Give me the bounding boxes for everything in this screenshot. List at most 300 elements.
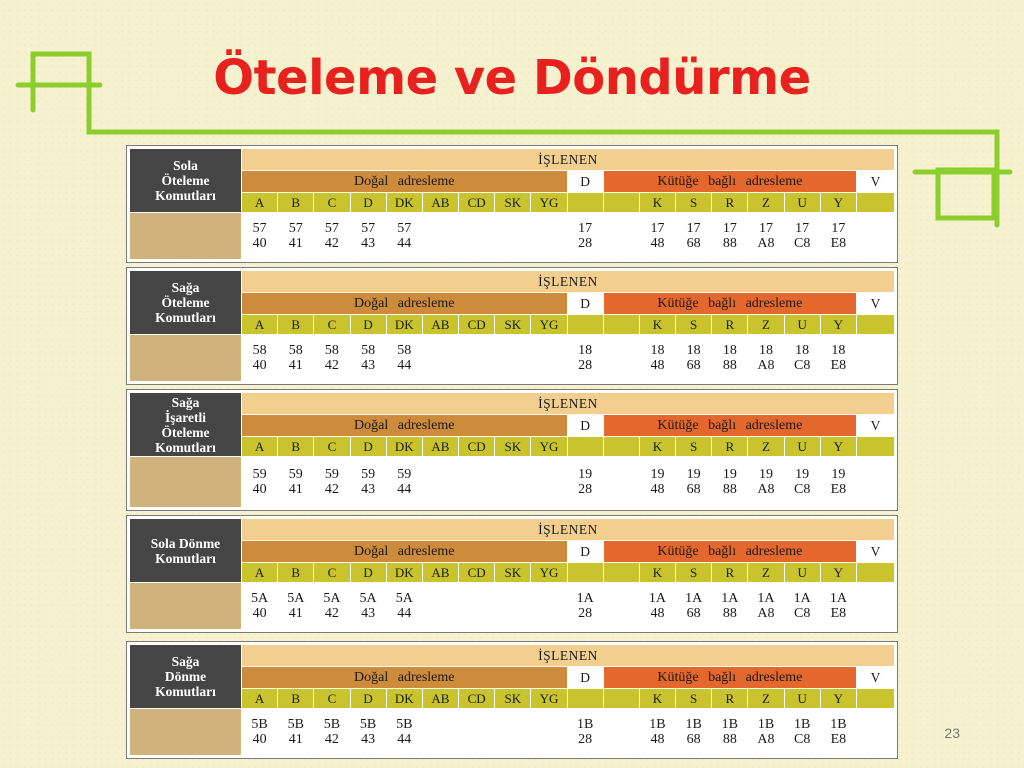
operand-header: İŞLENEN bbox=[242, 645, 895, 667]
opcode-byte: 40 bbox=[252, 732, 267, 747]
direct-header: D bbox=[567, 541, 603, 563]
register-label: Y bbox=[820, 315, 856, 335]
opcode-byte: 88 bbox=[722, 358, 737, 373]
opcode-cell-empty bbox=[603, 213, 639, 260]
operand-header: İŞLENEN bbox=[242, 149, 895, 171]
opcode-cell bbox=[820, 457, 856, 508]
opcode-byte: 42 bbox=[324, 606, 339, 621]
opcode-byte: 43 bbox=[361, 606, 376, 621]
opcode-cell bbox=[314, 709, 350, 756]
opcode-byte: 19 bbox=[758, 467, 773, 482]
opcode-byte: 1A bbox=[757, 591, 775, 606]
opcode-byte: 1B bbox=[576, 717, 594, 732]
register-label-empty bbox=[857, 193, 895, 213]
opcode-cell-empty bbox=[857, 709, 895, 756]
opcode-cell bbox=[748, 709, 784, 756]
opcode-byte: E8 bbox=[830, 358, 847, 373]
register-label: YG bbox=[531, 689, 567, 709]
opcode-byte: C8 bbox=[793, 606, 811, 621]
opcode-byte: 5B bbox=[323, 717, 341, 732]
register-label: K bbox=[639, 315, 675, 335]
operand-header: İŞLENEN bbox=[242, 519, 895, 541]
register-label: Y bbox=[820, 563, 856, 583]
command-title bbox=[130, 149, 242, 213]
opcode-cell-empty bbox=[531, 709, 567, 756]
opcode-byte: 58 bbox=[361, 343, 376, 358]
opcode-byte: C8 bbox=[793, 236, 811, 251]
opcode-byte: 42 bbox=[324, 236, 339, 251]
opcode-cell bbox=[350, 709, 386, 756]
opcode-byte: 68 bbox=[686, 236, 701, 251]
register-label-empty bbox=[567, 437, 603, 457]
opcode-byte: 19 bbox=[795, 467, 810, 482]
instruction-table bbox=[126, 267, 898, 385]
opcode-cell bbox=[567, 213, 603, 260]
register-label-empty bbox=[567, 563, 603, 583]
opcode-byte: 57 bbox=[324, 221, 339, 236]
opcode-byte: 57 bbox=[397, 221, 412, 236]
opcode-byte: 1A bbox=[576, 591, 594, 606]
opcode-byte: 5B bbox=[359, 717, 377, 732]
register-label: D bbox=[350, 315, 386, 335]
register-label: DK bbox=[386, 689, 422, 709]
opcode-cell bbox=[242, 583, 278, 630]
opcode-byte: 44 bbox=[397, 236, 412, 251]
opcode-byte: 28 bbox=[578, 236, 593, 251]
opcode-cell-empty bbox=[459, 335, 495, 382]
direct-header: D bbox=[567, 293, 603, 315]
opcode-cell bbox=[242, 213, 278, 260]
opcode-cell bbox=[350, 213, 386, 260]
opcode-byte: 88 bbox=[722, 606, 737, 621]
opcode-byte: 42 bbox=[324, 358, 339, 373]
opcode-cell bbox=[639, 335, 675, 382]
register-label: Z bbox=[748, 563, 784, 583]
register-label: R bbox=[712, 315, 748, 335]
operand-header: İŞLENEN bbox=[242, 393, 895, 415]
opcode-byte: 48 bbox=[650, 732, 665, 747]
opcode-cell bbox=[784, 213, 820, 260]
register-label: AB bbox=[422, 437, 458, 457]
register-label: Z bbox=[748, 437, 784, 457]
opcode-cell-empty bbox=[459, 457, 495, 508]
opcode-cell-empty bbox=[495, 457, 531, 508]
opcode-byte: 19 bbox=[650, 467, 665, 482]
opcode-byte: 44 bbox=[397, 482, 412, 497]
register-label: SK bbox=[495, 193, 531, 213]
register-label: D bbox=[350, 689, 386, 709]
opcode-byte: 48 bbox=[650, 482, 665, 497]
register-label: D bbox=[350, 437, 386, 457]
natural-addressing-header: Doğal adresleme bbox=[242, 171, 568, 193]
opcode-byte: 41 bbox=[288, 606, 303, 621]
opcode-byte: 28 bbox=[578, 606, 593, 621]
opcode-byte: 5A bbox=[359, 591, 377, 606]
opcode-byte: 59 bbox=[397, 467, 412, 482]
v-header: V bbox=[857, 415, 895, 437]
opcode-byte: 42 bbox=[324, 482, 339, 497]
opcode-cell bbox=[242, 457, 278, 508]
register-label: CD bbox=[459, 315, 495, 335]
instruction-table bbox=[126, 515, 898, 633]
register-label: S bbox=[676, 563, 712, 583]
register-label: S bbox=[676, 437, 712, 457]
opcode-cell-empty bbox=[459, 709, 495, 756]
opcode-byte: 18 bbox=[831, 343, 846, 358]
register-label: A bbox=[242, 563, 278, 583]
opcode-byte: 1B bbox=[721, 717, 738, 732]
opcode-byte: 5B bbox=[287, 717, 304, 732]
opcode-cell bbox=[784, 583, 820, 630]
opcode-cell bbox=[314, 213, 350, 260]
register-label: C bbox=[314, 193, 350, 213]
command-title-line: Öteleme bbox=[161, 295, 210, 310]
opcode-byte: 58 bbox=[252, 343, 267, 358]
opcode-byte: 17 bbox=[650, 221, 665, 236]
opcode-cell bbox=[314, 335, 350, 382]
opcode-byte: E8 bbox=[830, 606, 847, 621]
command-title-line: Sağa bbox=[171, 654, 200, 669]
opcode-byte: C8 bbox=[793, 482, 811, 497]
opcode-byte: 88 bbox=[722, 236, 737, 251]
register-label: AB bbox=[422, 563, 458, 583]
register-label-empty bbox=[567, 315, 603, 335]
register-relative-header: Kütüğe bağlı adresleme bbox=[603, 293, 856, 315]
command-title-line: Sola bbox=[173, 158, 198, 173]
register-label: DK bbox=[386, 437, 422, 457]
direct-header: D bbox=[567, 415, 603, 437]
opcode-byte: 28 bbox=[578, 358, 593, 373]
opcode-byte: 41 bbox=[288, 358, 303, 373]
register-label: YG bbox=[531, 563, 567, 583]
opcode-byte: 18 bbox=[795, 343, 810, 358]
opcode-cell bbox=[386, 583, 422, 630]
register-label: Z bbox=[748, 315, 784, 335]
command-blank bbox=[130, 709, 242, 756]
v-header: V bbox=[857, 541, 895, 563]
opcode-byte: 1B bbox=[649, 717, 666, 732]
opcode-cell-empty bbox=[459, 583, 495, 630]
opcode-cell bbox=[242, 335, 278, 382]
register-label-empty bbox=[857, 563, 895, 583]
opcode-cell bbox=[712, 457, 748, 508]
register-label-empty bbox=[603, 563, 639, 583]
command-title-line: Sola Dönme bbox=[150, 535, 221, 551]
register-label: S bbox=[676, 689, 712, 709]
opcode-byte: 43 bbox=[361, 236, 376, 251]
register-label-empty bbox=[857, 437, 895, 457]
opcode-byte: 40 bbox=[252, 236, 267, 251]
register-label: YG bbox=[531, 193, 567, 213]
opcode-byte: 19 bbox=[831, 467, 846, 482]
opcode-byte: 18 bbox=[722, 343, 737, 358]
opcode-byte: 5A bbox=[287, 591, 305, 606]
register-label: DK bbox=[386, 563, 422, 583]
register-label: K bbox=[639, 563, 675, 583]
opcode-cell-empty bbox=[495, 583, 531, 630]
command-title bbox=[130, 393, 242, 457]
opcode-cell bbox=[567, 457, 603, 508]
opcode-cell-empty bbox=[603, 457, 639, 508]
opcode-cell bbox=[567, 709, 603, 756]
opcode-byte: 43 bbox=[361, 732, 376, 747]
command-blank bbox=[130, 457, 242, 508]
natural-addressing-header: Doğal adresleme bbox=[242, 415, 568, 437]
instruction-table bbox=[126, 641, 898, 759]
opcode-byte: 17 bbox=[758, 221, 773, 236]
opcode-cell bbox=[350, 335, 386, 382]
register-label: U bbox=[784, 689, 820, 709]
opcode-byte: 57 bbox=[252, 221, 267, 236]
command-title-line: Dönme bbox=[164, 669, 207, 684]
opcode-byte: 68 bbox=[686, 606, 701, 621]
opcode-cell-empty bbox=[422, 457, 458, 508]
register-label-empty bbox=[603, 689, 639, 709]
register-label: A bbox=[242, 689, 278, 709]
v-header: V bbox=[857, 667, 895, 689]
register-label: K bbox=[639, 437, 675, 457]
command-title bbox=[130, 645, 242, 709]
opcode-cell bbox=[278, 457, 314, 508]
opcode-cell-empty bbox=[495, 709, 531, 756]
opcode-cell bbox=[820, 213, 856, 260]
opcode-byte: 41 bbox=[288, 482, 303, 497]
opcode-byte: 59 bbox=[288, 467, 303, 482]
opcode-byte: A8 bbox=[757, 482, 775, 497]
natural-addressing-header: Doğal adresleme bbox=[242, 293, 568, 315]
opcode-cell bbox=[567, 335, 603, 382]
opcode-cell bbox=[784, 457, 820, 508]
opcode-byte: 59 bbox=[324, 467, 339, 482]
opcode-cell bbox=[386, 457, 422, 508]
natural-addressing-header: Doğal adresleme bbox=[242, 541, 568, 563]
opcode-byte: 5A bbox=[323, 591, 341, 606]
opcode-byte: 48 bbox=[650, 606, 665, 621]
opcode-byte: 18 bbox=[578, 343, 593, 358]
opcode-cell-empty bbox=[857, 583, 895, 630]
register-relative-header: Kütüğe bağlı adresleme bbox=[603, 415, 856, 437]
instruction-table bbox=[126, 145, 898, 263]
register-label: U bbox=[784, 563, 820, 583]
register-label: C bbox=[314, 689, 350, 709]
register-label: D bbox=[350, 563, 386, 583]
register-label: S bbox=[676, 315, 712, 335]
opcode-cell bbox=[820, 583, 856, 630]
command-title-line: Komutları bbox=[155, 439, 216, 455]
register-label: DK bbox=[386, 193, 422, 213]
opcode-byte: 58 bbox=[397, 343, 412, 358]
register-label: SK bbox=[495, 563, 531, 583]
opcode-cell bbox=[278, 709, 314, 756]
opcode-byte: 48 bbox=[650, 236, 665, 251]
opcode-byte: 44 bbox=[397, 606, 412, 621]
opcode-cell bbox=[676, 213, 712, 260]
opcode-byte: E8 bbox=[830, 482, 847, 497]
opcode-byte: 58 bbox=[288, 343, 303, 358]
opcode-byte: E8 bbox=[830, 236, 847, 251]
opcode-cell bbox=[278, 213, 314, 260]
opcode-cell bbox=[350, 583, 386, 630]
opcode-cell bbox=[639, 583, 675, 630]
v-header: V bbox=[857, 293, 895, 315]
opcode-byte: 43 bbox=[361, 358, 376, 373]
command-blank bbox=[130, 583, 242, 630]
register-label-empty bbox=[603, 315, 639, 335]
opcode-cell-empty bbox=[531, 335, 567, 382]
opcode-byte: 1A bbox=[685, 591, 703, 606]
register-label: Y bbox=[820, 193, 856, 213]
opcode-byte: 5B bbox=[396, 717, 413, 732]
register-label: B bbox=[278, 437, 314, 457]
opcode-cell bbox=[350, 457, 386, 508]
opcode-cell bbox=[748, 213, 784, 260]
register-label-empty bbox=[857, 315, 895, 335]
register-label: B bbox=[278, 193, 314, 213]
opcode-cell bbox=[784, 335, 820, 382]
opcode-byte: 5A bbox=[251, 591, 269, 606]
page-title: Öteleme ve Döndürme bbox=[213, 50, 811, 106]
opcode-cell bbox=[278, 583, 314, 630]
opcode-cell bbox=[712, 213, 748, 260]
opcode-cell bbox=[748, 335, 784, 382]
opcode-byte: 44 bbox=[397, 358, 412, 373]
opcode-byte: 1A bbox=[793, 591, 811, 606]
register-label: CD bbox=[459, 563, 495, 583]
register-label: K bbox=[639, 689, 675, 709]
opcode-byte: 17 bbox=[686, 221, 701, 236]
register-label: Z bbox=[748, 689, 784, 709]
register-label: YG bbox=[531, 315, 567, 335]
opcode-cell bbox=[676, 335, 712, 382]
opcode-byte: 1A bbox=[829, 591, 847, 606]
instruction-table bbox=[126, 389, 898, 511]
opcode-byte: 1A bbox=[648, 591, 667, 606]
opcode-byte: C8 bbox=[793, 732, 811, 747]
register-label: R bbox=[712, 563, 748, 583]
opcode-cell-empty bbox=[495, 213, 531, 260]
register-label: Y bbox=[820, 689, 856, 709]
opcode-cell bbox=[820, 709, 856, 756]
opcode-cell bbox=[784, 709, 820, 756]
opcode-byte: 41 bbox=[288, 236, 303, 251]
opcode-byte: 40 bbox=[252, 606, 267, 621]
register-label-empty bbox=[603, 193, 639, 213]
opcode-cell bbox=[639, 457, 675, 508]
opcode-cell bbox=[242, 709, 278, 756]
register-label: Y bbox=[820, 437, 856, 457]
register-label: D bbox=[350, 193, 386, 213]
opcode-cell-empty bbox=[531, 583, 567, 630]
register-label: A bbox=[242, 437, 278, 457]
slide-number: 23 bbox=[944, 725, 960, 741]
opcode-byte: 1B bbox=[793, 717, 811, 732]
command-title-line: Komutları bbox=[155, 550, 216, 566]
command-title-line: Sağa bbox=[171, 394, 200, 410]
command-title-line: Öteleme bbox=[161, 424, 210, 440]
opcode-byte: 44 bbox=[397, 732, 412, 747]
opcode-byte: A8 bbox=[757, 732, 775, 747]
register-label: CD bbox=[459, 689, 495, 709]
register-label: C bbox=[314, 437, 350, 457]
opcode-byte: 17 bbox=[831, 221, 846, 236]
register-label: B bbox=[278, 563, 314, 583]
opcode-byte: E8 bbox=[830, 732, 847, 747]
register-relative-header: Kütüğe bağlı adresleme bbox=[603, 171, 856, 193]
register-label: U bbox=[784, 315, 820, 335]
opcode-byte: 57 bbox=[288, 221, 303, 236]
opcode-byte: 68 bbox=[686, 482, 701, 497]
register-label: SK bbox=[495, 689, 531, 709]
register-label: YG bbox=[531, 437, 567, 457]
register-label: AB bbox=[422, 689, 458, 709]
opcode-byte: 1A bbox=[721, 591, 739, 606]
opcode-cell-empty bbox=[422, 335, 458, 382]
opcode-cell-empty bbox=[495, 335, 531, 382]
register-relative-header: Kütüğe bağlı adresleme bbox=[603, 667, 856, 689]
opcode-byte: 59 bbox=[252, 467, 267, 482]
opcode-byte: C8 bbox=[793, 358, 811, 373]
opcode-byte: 57 bbox=[361, 221, 376, 236]
opcode-cell bbox=[676, 709, 712, 756]
opcode-cell bbox=[639, 709, 675, 756]
opcode-byte: A8 bbox=[757, 236, 775, 251]
opcode-byte: A8 bbox=[757, 606, 775, 621]
opcode-cell bbox=[712, 335, 748, 382]
register-label: U bbox=[784, 437, 820, 457]
opcode-byte: 88 bbox=[722, 482, 737, 497]
natural-addressing-header: Doğal adresleme bbox=[242, 667, 568, 689]
opcode-byte: 1B bbox=[830, 717, 847, 732]
opcode-byte: 88 bbox=[722, 732, 737, 747]
opcode-byte: 59 bbox=[361, 467, 376, 482]
opcode-byte: 18 bbox=[650, 343, 665, 358]
register-label: AB bbox=[422, 193, 458, 213]
command-title-line: Öteleme bbox=[161, 173, 210, 188]
register-label: C bbox=[314, 315, 350, 335]
command-title-line: Komutları bbox=[155, 310, 216, 325]
opcode-cell bbox=[676, 583, 712, 630]
opcode-byte: 28 bbox=[578, 482, 593, 497]
opcode-byte: 1B bbox=[757, 717, 775, 732]
opcode-cell bbox=[712, 709, 748, 756]
register-label: B bbox=[278, 315, 314, 335]
direct-header: D bbox=[567, 171, 603, 193]
opcode-byte: 43 bbox=[361, 482, 376, 497]
command-title-line: Komutları bbox=[155, 684, 216, 699]
operand-header: İŞLENEN bbox=[242, 271, 895, 293]
opcode-cell bbox=[748, 457, 784, 508]
register-label: Z bbox=[748, 193, 784, 213]
command-title-line: İşaretli bbox=[165, 409, 206, 425]
register-label: B bbox=[278, 689, 314, 709]
opcode-byte: 18 bbox=[758, 343, 773, 358]
opcode-cell bbox=[748, 583, 784, 630]
register-label-empty bbox=[567, 689, 603, 709]
opcode-cell-empty bbox=[857, 213, 895, 260]
register-label: A bbox=[242, 315, 278, 335]
v-header: V bbox=[857, 171, 895, 193]
register-label: R bbox=[712, 689, 748, 709]
opcode-cell-empty bbox=[603, 709, 639, 756]
opcode-byte: 17 bbox=[578, 221, 593, 236]
opcode-byte: 17 bbox=[795, 221, 810, 236]
opcode-cell bbox=[712, 583, 748, 630]
opcode-cell bbox=[314, 457, 350, 508]
command-title bbox=[130, 271, 242, 335]
opcode-byte: 19 bbox=[722, 467, 737, 482]
register-label: U bbox=[784, 193, 820, 213]
opcode-cell bbox=[820, 335, 856, 382]
